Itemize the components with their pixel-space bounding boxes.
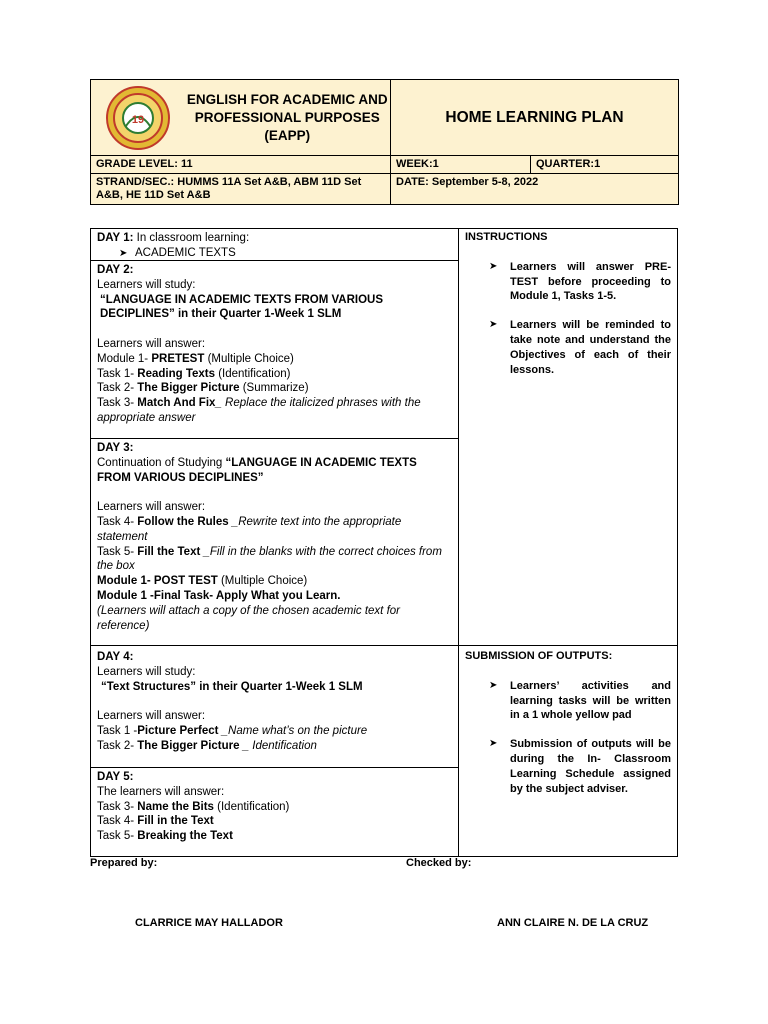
day-5-task: Task 3- Name the Bits (Identification): [97, 800, 290, 813]
day-3-posttest: Module 1- POST TEST (Multiple Choice): [97, 575, 308, 588]
day-2-label: DAY 2:: [97, 264, 134, 276]
day-4-study-intro: Learners will study:: [97, 665, 196, 678]
day-1-text: In classroom learning:: [136, 232, 250, 244]
plan-title: HOME LEARNING PLAN: [391, 80, 679, 156]
quarter-cell: [531, 156, 679, 174]
day-4-task-2: Task 2- The Bigger Picture _ Identification: [97, 739, 317, 752]
strand-cell: [91, 174, 391, 205]
logo-seal-text: 19: [131, 113, 144, 126]
prepared-by-label: Prepared by:: [90, 857, 158, 869]
learning-plan-table: [90, 228, 678, 857]
week-cell: [391, 156, 531, 174]
day-3-answer-intro: Learners will answer:: [97, 501, 206, 514]
strand-label: STRAND/SEC.:: [96, 176, 175, 188]
instructions-column: [459, 229, 677, 856]
arrow-bullet-icon: ➤: [489, 679, 498, 691]
day-2-task: Module 1- PRETEST (Multiple Choice): [97, 352, 294, 365]
date-value: September 5-8, 2022: [431, 176, 539, 188]
day-2-task: Task 2- The Bigger Picture (Summarize): [97, 382, 309, 395]
grade-label: GRADE LEVEL:: [96, 158, 178, 170]
day-1-item: ACADEMIC TEXTS: [135, 246, 236, 259]
grade-value: 11: [180, 158, 193, 170]
day-2-study-intro: Learners will study:: [97, 278, 196, 291]
quarter-value: 1: [594, 158, 601, 170]
submission-title: SUBMISSION OF OUTPUTS:: [465, 650, 613, 662]
day-1-label: DAY 1:: [97, 232, 134, 244]
arrow-bullet-icon: ➤: [489, 260, 498, 272]
submission-bullet: ➤ Submission of outputs will be during the In- Classroom Learning Schedule assigned by the subject adviser.: [489, 738, 671, 795]
quarter-label: QUARTER:: [536, 158, 595, 170]
day-2-block: [91, 260, 458, 438]
subject-title: ENGLISH FOR ACADEMIC AND PROFESSIONAL PURPOSES (EAPP): [185, 80, 391, 156]
day-2-task: Task 3- Match And Fix_ Replace the italicized phrases with the appropriate answer: [97, 397, 421, 424]
day-2-answer-intro: Learners will answer:: [97, 337, 206, 350]
arrow-bullet-icon: ➤: [489, 738, 498, 750]
instructions-title: INSTRUCTIONS: [465, 231, 548, 243]
day-3-continuation: Continuation of Studying “LANGUAGE IN ACADEMIC TEXTS FROM VARIOUS DECIPLINES”: [97, 456, 417, 484]
day-3-task-5: Task 5- Fill the Text _Fill in the blanks with the correct choices from the box: [97, 545, 442, 573]
day-3-block: [91, 438, 458, 645]
day-5-intro: The learners will answer:: [97, 785, 225, 798]
day-4-block: [91, 645, 458, 767]
day-4-task-1: Task 1 -Picture Perfect _Name what’s on the picture: [97, 724, 368, 737]
day-5-label: DAY 5:: [97, 771, 134, 783]
submission-block: [459, 645, 677, 856]
day-5-task: Task 5- Breaking the Text: [97, 830, 233, 843]
grade-level-cell: [91, 156, 391, 174]
activities-column: [91, 229, 459, 856]
day-1-block: [91, 229, 458, 260]
instruction-bullet: ➤ Learners will be reminded to take note and understand the Objectives of each of their lessons.: [489, 319, 671, 376]
day-3-note: (Learners will attach a copy of the chosen academic text for reference): [97, 604, 400, 632]
day-3-label: DAY 3:: [97, 442, 134, 454]
day-4-answer-intro: Learners will answer:: [97, 710, 206, 723]
arrow-bullet-icon: ➤: [489, 319, 498, 331]
header-table: [90, 79, 679, 205]
week-label: WEEK:: [396, 158, 433, 170]
checked-by-label: Checked by:: [406, 857, 472, 869]
week-value: 1: [432, 158, 439, 170]
prepared-by-name: CLARRICE MAY HALLADOR: [135, 917, 283, 929]
date-label: DATE:: [396, 176, 429, 188]
date-cell: [391, 174, 679, 205]
checked-by-name: ANN CLAIRE N. DE LA CRUZ: [497, 917, 649, 929]
school-seal-logo-icon: [106, 86, 170, 150]
day-2-study-topic: “LANGUAGE IN ACADEMIC TEXTS FROM VARIOUS DECIPLINES” in their Quarter 1-Week 1 SLM: [100, 293, 384, 321]
day-2-task: Task 1- Reading Texts (Identification): [97, 367, 291, 380]
day-5-block: [91, 767, 458, 856]
day-3-task-4: Task 4- Follow the Rules _Rewrite text into the appropriate statement: [97, 515, 402, 543]
day-3-final-task: Module 1 -Final Task- Apply What you Learn.: [97, 589, 341, 602]
strand-value: HUMMS 11A Set A&B, ABM 11D Set A&B, HE 11D Set A&B: [96, 176, 362, 201]
submission-bullet: ➤ Learners’ activities and learning tasks will be written in a 1 whole yellow pad: [489, 679, 671, 722]
instruction-bullet: ➤ Learners will answer PRE-TEST before proceeding to Module 1, Tasks 1-5.: [489, 260, 671, 303]
arrow-bullet-icon: ➤: [119, 247, 128, 259]
logo-cell: [91, 80, 185, 156]
day-4-label: DAY 4:: [97, 651, 134, 663]
day-5-task: Task 4- Fill in the Text: [97, 815, 214, 828]
day-4-study-topic: “Text Structures” in their Quarter 1-Week 1 SLM: [101, 680, 363, 693]
instructions-block: [459, 229, 677, 645]
